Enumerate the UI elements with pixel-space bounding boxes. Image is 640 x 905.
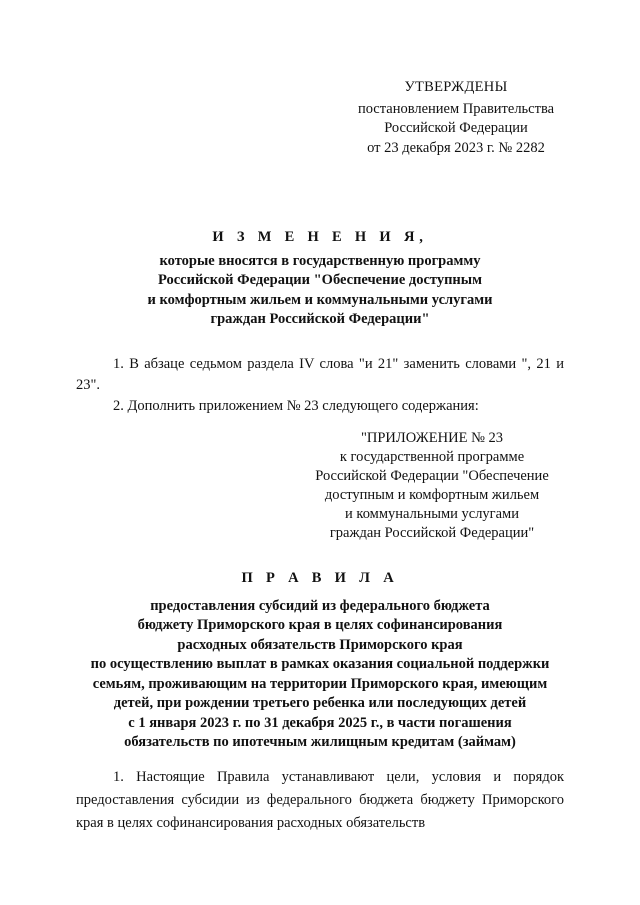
changes-heading: И З М Е Н Е Н И Я, bbox=[212, 229, 428, 245]
appendix-line: Российской Федерации "Обеспечение bbox=[315, 468, 549, 484]
change-item-1: 1. В абзаце седьмом раздела IV слова "и 21" заменить словами ", 21 и 23". bbox=[76, 356, 564, 393]
rules-subtitle-line: детей, при рождении третьего ребенка или последующих детей bbox=[113, 695, 527, 711]
appendix-reference bbox=[300, 429, 564, 543]
change-item-2: 2. Дополнить приложением № 23 следующего содержания: bbox=[113, 398, 479, 414]
rules-subtitle-line: семьям, проживающим на территории Приморского края, имеющим bbox=[92, 675, 548, 692]
rules-subtitle-line: по осуществлению выплат в рамках оказания социальной поддержки bbox=[90, 656, 550, 672]
changes-subtitle-line: которые вносятся в государственную программу bbox=[159, 252, 481, 269]
rules-subtitle-line: обязательств по ипотечным жилищным кредитам (займам) bbox=[124, 734, 516, 750]
approval-heading: УТВЕРЖДЕНЫ bbox=[404, 79, 508, 95]
appendix-line: "ПРИЛОЖЕНИЕ № 23 bbox=[360, 430, 504, 446]
changes-items bbox=[76, 354, 564, 417]
changes-subtitle-line: и комфортным жильем и коммунальными услугами bbox=[147, 291, 493, 308]
rules-subtitle-line: с 1 января 2023 г. по 31 декабря 2025 г., в части погашения bbox=[128, 714, 512, 731]
appendix-line: граждан Российской Федерации" bbox=[329, 525, 535, 541]
rules-body bbox=[76, 766, 564, 835]
approval-line: от 23 декабря 2023 г. № 2282 bbox=[367, 139, 545, 156]
changes-subtitle-line: Российской Федерации "Обеспечение доступным bbox=[158, 272, 482, 288]
approval-stamp bbox=[330, 78, 582, 158]
changes-title-block bbox=[60, 228, 580, 330]
appendix-line: и коммунальными услугами bbox=[345, 506, 519, 522]
appendix-line: к государственной программе bbox=[339, 449, 525, 465]
appendix-line: доступным и комфортным жильем bbox=[324, 487, 540, 503]
rules-paragraph-1: 1. Настоящие Правила устанавливают цели, условия и порядок предоставления субсидии из федерального бюджета бюджету Приморского края в целях софинансирования расходных обязательств bbox=[76, 769, 564, 831]
rules-subtitle-line: расходных обязательств Приморского края bbox=[177, 636, 463, 653]
rules-subtitle-line: предоставления субсидий из федерального бюджета bbox=[150, 597, 490, 614]
approval-line: Российской Федерации bbox=[384, 120, 528, 136]
rules-heading: П Р А В И Л А bbox=[241, 570, 399, 586]
rules-subtitle-line: бюджету Приморского края в целях софинансирования bbox=[137, 617, 503, 633]
approval-line: постановлением Правительства bbox=[357, 100, 555, 117]
changes-subtitle-line: граждан Российской Федерации" bbox=[210, 311, 430, 327]
rules-title-block bbox=[60, 569, 580, 753]
